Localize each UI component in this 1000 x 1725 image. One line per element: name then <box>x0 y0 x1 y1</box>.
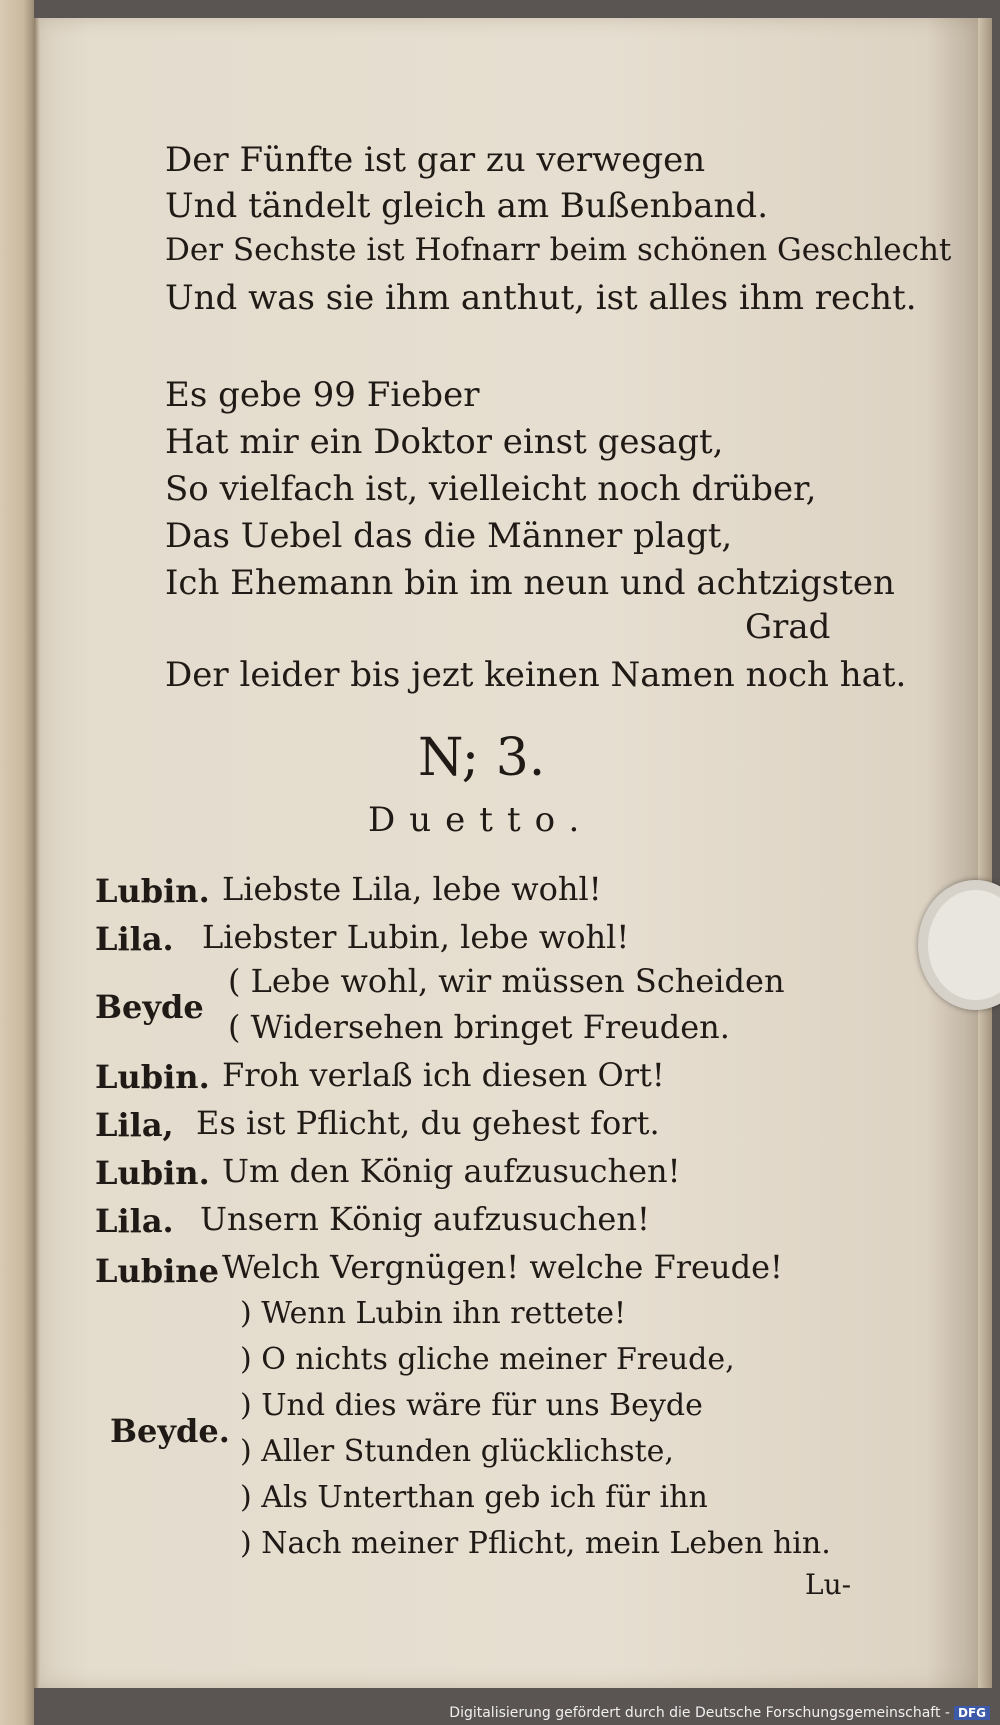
stanza2-line-1: Es gebe 99 Fieber <box>165 375 480 415</box>
dialogue-line: Um den König aufzusuchen! <box>222 1152 681 1190</box>
speaker-label: Lila, <box>95 1106 174 1144</box>
stanza2-line-3: So vielfach ist, vielleicht noch drüber, <box>165 469 817 509</box>
dialogue-line: ( Widersehen bringet Freuden. <box>228 1008 730 1046</box>
stanza2-line-7: Der leider bis jezt keinen Namen noch hat. <box>165 655 907 695</box>
footer-text: Digitalisierung gefördert durch die Deutsche Forschungsgemeinschaft - <box>449 1705 950 1721</box>
stanza2-line-4: Das Uebel das die Männer plagt, <box>165 516 733 556</box>
digitization-footer <box>449 1705 990 1721</box>
stanza1-line-4: Und was sie ihm anthut, ist alles ihm recht. <box>165 278 917 318</box>
dialogue-line: Liebste Lila, lebe wohl! <box>222 870 602 908</box>
beyde-line-3: ) Und dies wäre für uns Beyde <box>240 1388 703 1423</box>
speaker-label: Lubin. <box>95 1154 210 1192</box>
dialogue-line: Unsern König aufzusuchen! <box>200 1200 650 1238</box>
speaker-label: Lila. <box>95 920 174 958</box>
stanza1-line-2: Und tändelt gleich am Bußenband. <box>165 186 769 226</box>
beyde-line-1: ) Wenn Lubin ihn rettete! <box>240 1296 627 1331</box>
left-page-edge <box>0 0 34 1725</box>
speaker-label: Lubine <box>95 1252 219 1290</box>
right-page-edge <box>978 18 992 1688</box>
beyde-line-6: ) Nach meiner Pflicht, mein Leben hin. <box>240 1526 831 1561</box>
dialogue-line: Es ist Pflicht, du gehest fort. <box>196 1104 660 1142</box>
stanza2-line-5: Ich Ehemann bin im neun und achtzigsten <box>165 563 895 603</box>
dialogue-line: Froh verlaß ich diesen Ort! <box>222 1056 665 1094</box>
speaker-label: Lila. <box>95 1202 174 1240</box>
dialogue-line: ( Lebe wohl, wir müssen Scheiden <box>228 962 785 1000</box>
beyde-line-4: ) Aller Stunden glücklichste, <box>240 1434 674 1469</box>
stanza1-line-1: Der Fünfte ist gar zu verwegen <box>165 140 706 180</box>
speaker-label: Beyde <box>95 988 204 1026</box>
stanza2-line-6: Grad <box>745 607 831 647</box>
section-number: N; 3. <box>418 728 546 788</box>
beyde-line-5: ) Als Unterthan geb ich für ihn <box>240 1480 708 1515</box>
section-title: Duetto. <box>368 800 594 840</box>
stanza1-line-3: Der Sechste ist Hofnarr beim schönen Geschlecht <box>165 232 952 268</box>
dialogue-line: Welch Vergnügen! welche Freude! <box>222 1248 783 1286</box>
speaker-label: Lubin. <box>95 1058 210 1096</box>
catchword: Lu- <box>805 1568 852 1601</box>
beyde-line-2: ) O nichts gliche meiner Freude, <box>240 1342 735 1377</box>
stanza2-line-2: Hat mir ein Doktor einst gesagt, <box>165 422 724 462</box>
dialogue-line: Liebster Lubin, lebe wohl! <box>202 918 630 956</box>
page-gutter <box>34 18 40 1688</box>
speaker-label-beyde: Beyde. <box>110 1412 230 1450</box>
dfg-logo: DFG <box>954 1706 990 1720</box>
speaker-label: Lubin. <box>95 872 210 910</box>
